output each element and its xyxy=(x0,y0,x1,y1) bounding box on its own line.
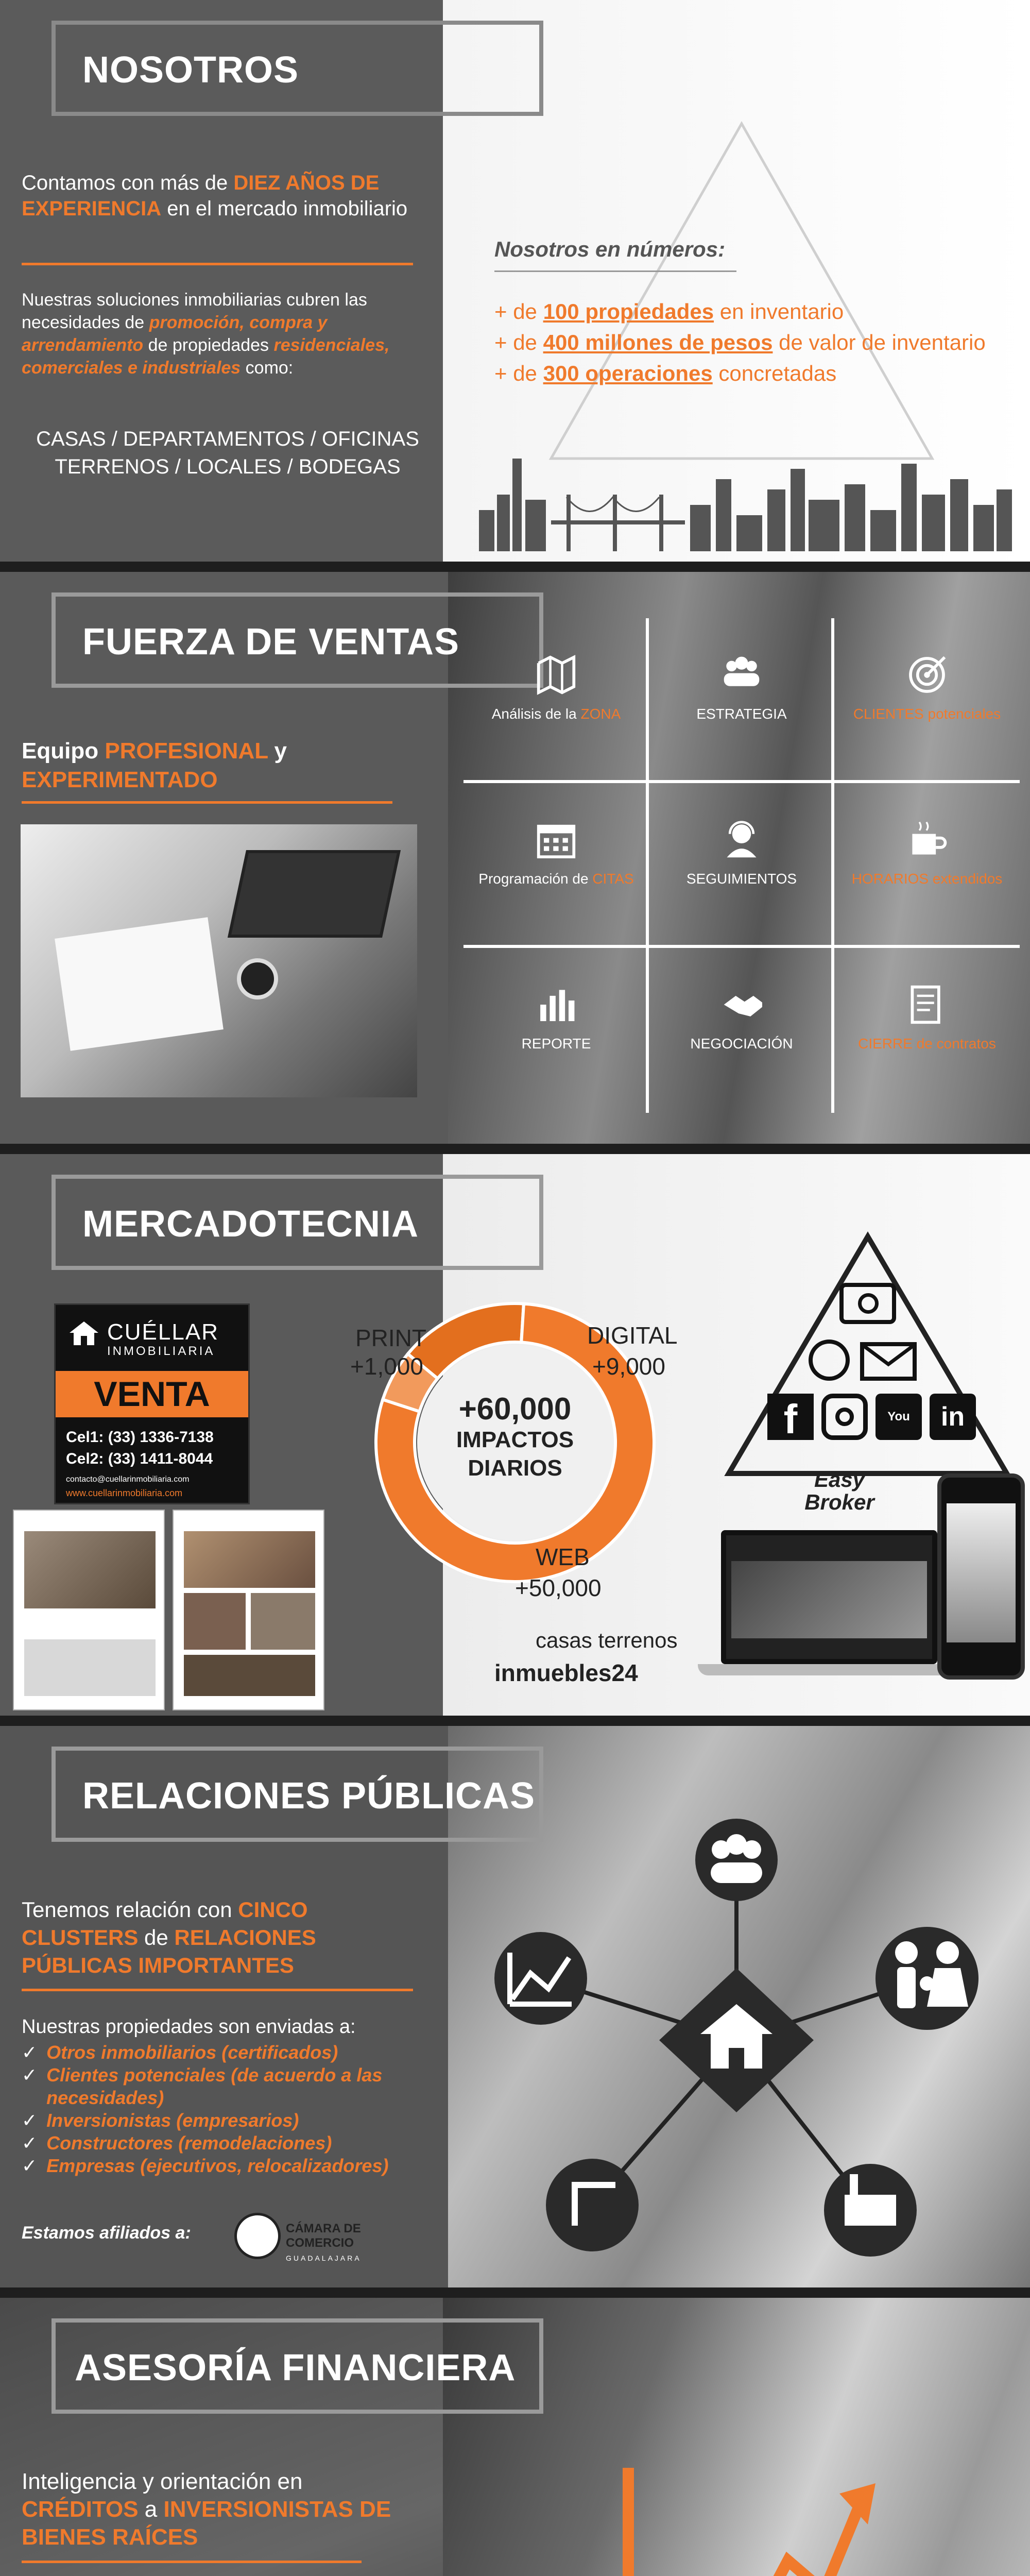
laptop-icon xyxy=(228,850,401,938)
handshake-icon xyxy=(721,984,762,1028)
service-label: SEGUIMIENTOS xyxy=(686,871,797,887)
center-label-2: DIARIOS xyxy=(468,1455,562,1481)
city-skyline-icon xyxy=(479,448,1015,551)
intro-underline xyxy=(22,263,413,265)
numbers-list xyxy=(494,296,986,389)
brochure-photo xyxy=(184,1655,315,1696)
sign-brand: CUÉLLAR xyxy=(107,1319,219,1345)
rp-item: ✓ Constructores (remodelaciones) xyxy=(22,2132,332,2154)
property-types xyxy=(22,425,434,481)
camara-logo xyxy=(234,2210,379,2267)
paper-icon xyxy=(55,917,224,1051)
phone-icon xyxy=(937,1473,1025,1680)
service-label: CIERRE de contratos xyxy=(858,1036,996,1052)
casas-terrenos-logo: casas terrenos xyxy=(536,1628,678,1652)
divider xyxy=(0,1144,1030,1154)
inmuebles24-logo: inmuebles24 xyxy=(494,1659,638,1686)
easybroker-logo: Easy Broker xyxy=(804,1467,874,1514)
section-asesoria xyxy=(0,2298,1030,2576)
laptop-base xyxy=(698,1664,960,1675)
sign-brand-sub: INMOBILIARIA xyxy=(107,1344,215,1358)
instagram-icon xyxy=(821,1394,868,1440)
afiliados-label: Estamos afiliados a: xyxy=(22,2223,191,2243)
check-icon: ✓ xyxy=(22,2064,38,2086)
center-value: +60,000 xyxy=(458,1392,572,1426)
divider xyxy=(0,562,1030,572)
intel-underline xyxy=(22,2561,362,2563)
section-title: NOSOTROS xyxy=(82,49,299,91)
service-cell xyxy=(649,948,834,1113)
house-logo-icon xyxy=(68,1320,99,1346)
brochure-2 xyxy=(173,1510,324,1710)
calendar-icon xyxy=(536,819,577,863)
growth-chart-icon xyxy=(618,2463,886,2576)
brochure-photo xyxy=(184,1531,315,1588)
intro-text: Contamos con más de DIEZ AÑOS DE EXPERIENCIA en el mercado inmobiliario xyxy=(22,172,408,220)
number-item-value: + de 400 millones de pesos de valor de inventario xyxy=(494,330,986,354)
intel-text: Inteligencia y orientación en CRÉDITOS a INVERSIONISTAS DE BIENES RAÍCES xyxy=(22,2469,391,2550)
section-title: RELACIONES PÚBLICAS xyxy=(82,1775,536,1817)
print-label: PRINT xyxy=(355,1325,426,1351)
service-cell xyxy=(834,948,1020,1113)
service-label: NEGOCIACIÓN xyxy=(690,1036,793,1052)
service-cell xyxy=(464,783,649,948)
section-title: MERCADOTECNIA xyxy=(82,1204,419,1245)
brochure-map xyxy=(24,1639,156,1696)
whatsapp-icon xyxy=(809,1340,850,1381)
triangle-outline xyxy=(546,118,937,469)
service-label: REPORTE xyxy=(521,1036,591,1052)
rp-list xyxy=(22,2041,434,2177)
divider xyxy=(0,1716,1030,1726)
brochure-photo xyxy=(184,1593,246,1650)
map-icon xyxy=(536,654,577,698)
sign-web: www.cuellarinmobiliaria.com xyxy=(66,1488,183,1498)
service-label: HORARIOS extendidos xyxy=(851,871,1003,887)
report-icon xyxy=(536,984,577,1028)
target-icon xyxy=(906,654,948,698)
sign-venta: VENTA xyxy=(56,1371,248,1417)
cup-icon xyxy=(237,958,278,999)
service-cell xyxy=(649,618,834,783)
brochure-photo xyxy=(251,1593,315,1650)
types-line-2: TERRENOS / LOCALES / BODEGAS xyxy=(55,455,401,478)
camara-name: CÁMARA DE COMERCIO xyxy=(286,2222,361,2250)
brochure-photo xyxy=(24,1531,156,1608)
service-cell xyxy=(464,618,649,783)
portals-logos xyxy=(494,1628,711,1695)
service-label: ESTRATEGIA xyxy=(696,706,787,722)
rp-item: ✓ Clientes potenciales (de acuerdo a las necesidades) xyxy=(22,2064,383,2108)
youtube-icon: You xyxy=(876,1394,922,1440)
sign-email: contacto@cuellarinmobiliaria.com xyxy=(66,1475,190,1484)
service-cell xyxy=(464,948,649,1113)
team-icon xyxy=(721,654,762,698)
web-label: WEB xyxy=(536,1544,590,1570)
number-item-operations: + de 300 operaciones concretadas xyxy=(494,361,837,385)
service-label: Análisis de la ZONA xyxy=(491,706,621,722)
numbers-underline xyxy=(494,270,736,272)
section-ventas xyxy=(0,572,1030,1144)
team-underline xyxy=(22,801,392,804)
service-cell xyxy=(649,783,834,948)
rp-item: ✓ Empresas (ejecutivos, relocalizadores) xyxy=(22,2155,389,2176)
team-text: Equipo PROFESIONAL y EXPERIMENTADO xyxy=(22,738,287,792)
divider xyxy=(0,2287,1030,2298)
service-cell xyxy=(834,783,1020,948)
check-icon: ✓ xyxy=(22,2132,38,2154)
sale-sign xyxy=(54,1303,250,1504)
services-grid xyxy=(464,618,1020,1113)
section-relaciones xyxy=(0,1726,1030,2287)
print-value: +1,000 xyxy=(350,1353,423,1380)
contract-icon xyxy=(906,984,948,1028)
relation-underline xyxy=(22,1989,413,1991)
support-icon xyxy=(721,819,762,863)
digital-value: +9,000 xyxy=(592,1353,665,1380)
numbers-title: Nosotros en números: xyxy=(494,237,726,261)
laptop-icon xyxy=(721,1530,937,1664)
rp-item: ✓ Otros inmobiliarios (certificados) xyxy=(22,2042,338,2063)
types-line-1: CASAS / DEPARTAMENTOS / OFICINAS xyxy=(36,428,419,450)
number-item-properties: + de 100 propiedades en inventario xyxy=(494,299,844,324)
service-label: Programación de CITAS xyxy=(478,871,634,887)
relation-text: Tenemos relación con CINCO CLUSTERS de RELACIONES PÚBLICAS IMPORTANTES xyxy=(22,1897,316,1977)
section-title: ASESORÍA FINANCIERA xyxy=(75,2347,516,2388)
service-label: CLIENTES potenciales xyxy=(853,706,1001,722)
section-title: FUERZA DE VENTAS xyxy=(82,621,460,663)
digital-label: DIGITAL xyxy=(587,1322,678,1349)
office-photo xyxy=(21,824,417,1097)
service-cell xyxy=(834,618,1020,783)
camara-city: GUADALAJARA xyxy=(286,2254,362,2262)
solutions-text: Nuestras soluciones inmobiliarias cubren las necesidades de promoción, compra y arrendamiento de propiedades residenciales, comerciales e industriales como: xyxy=(22,290,390,378)
brochure-1 xyxy=(13,1510,165,1710)
sent-label: Nuestras propiedades son enviadas a: xyxy=(22,2016,356,2038)
linkedin-icon: in xyxy=(930,1394,976,1440)
camera-icon xyxy=(839,1283,896,1324)
mail-icon xyxy=(860,1342,917,1381)
network-diagram xyxy=(453,1752,1020,2267)
rp-item: ✓ Inversionistas (empresarios) xyxy=(22,2110,299,2131)
sign-cel2: Cel2: (33) 1411-8044 xyxy=(66,1450,213,1467)
section-nosotros xyxy=(0,0,1030,562)
check-icon: ✓ xyxy=(22,2042,38,2063)
sign-cel1: Cel1: (33) 1336-7138 xyxy=(66,1429,214,1446)
check-icon: ✓ xyxy=(22,2110,38,2131)
web-value: +50,000 xyxy=(515,1574,602,1601)
facebook-icon: f xyxy=(767,1394,814,1440)
coffee-icon xyxy=(906,819,948,863)
section-mercadotecnia xyxy=(0,1154,1030,1716)
check-icon: ✓ xyxy=(22,2155,38,2176)
center-label-1: IMPACTOS xyxy=(456,1427,574,1452)
camara-icon xyxy=(234,2213,281,2259)
